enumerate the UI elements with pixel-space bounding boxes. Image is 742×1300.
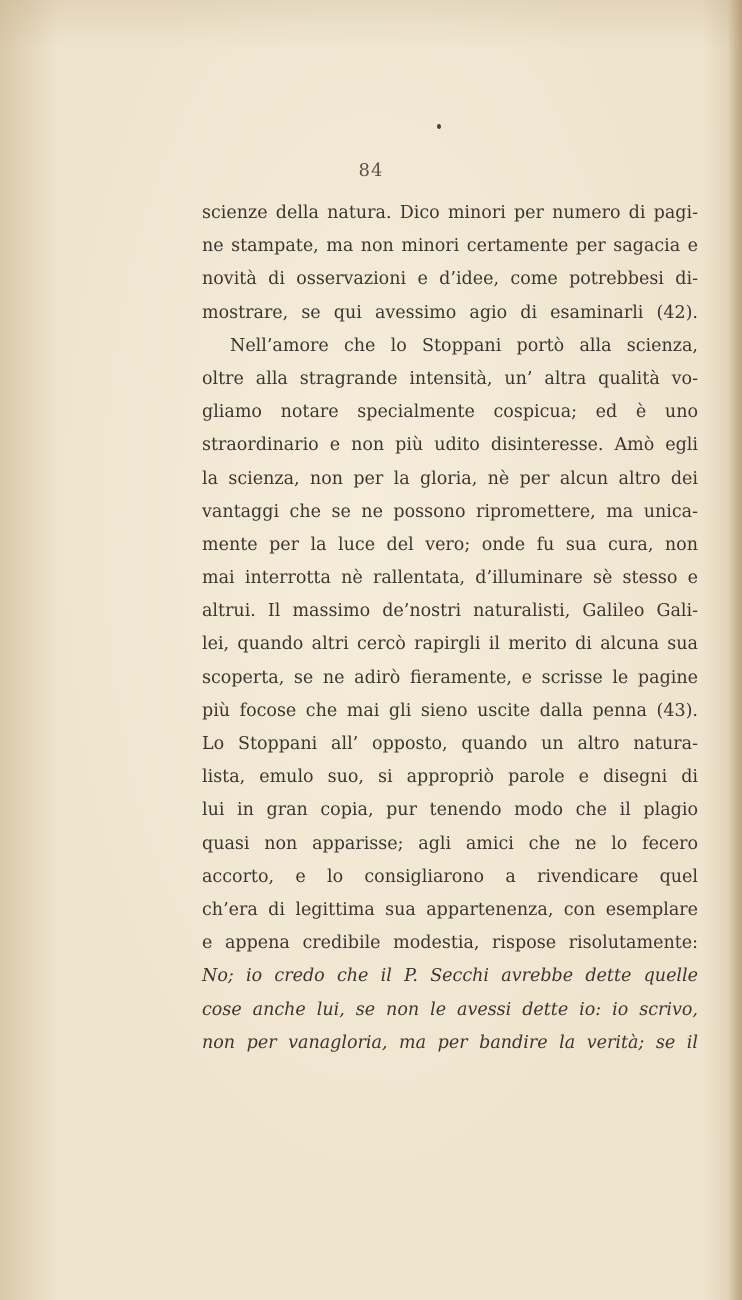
text-line: gliamo notare specialmente cospicua; ed è uno <box>202 402 698 423</box>
page-number: 84 <box>358 160 384 181</box>
text-line: oltre alla stragrande intensità, un’ altra qualità vo- <box>202 368 698 389</box>
text-line: mente per la luce del vero; onde fu sua cura, non <box>202 534 698 555</box>
text-line: scoperta, se ne adirò fieramente, e scrisse le pagine <box>202 667 698 688</box>
text-line-italic: No; io credo che il P. Secchi avrebbe dette quelle <box>202 966 698 987</box>
text-line: Lo Stoppani all’ opposto, quando un altro natura- <box>202 734 698 754</box>
text-line-italic: cose anche lui, se non le avessi dette io: io scrivo, <box>202 999 698 1020</box>
text-line: novità di osservazioni e d’idee, come potrebbesi di- <box>202 269 698 290</box>
text-line: ne stampate, ma non minori certamente per sagacia e <box>202 236 698 257</box>
text-line: vantaggi che se ne possono ripromettere, ma unica- <box>202 501 698 522</box>
text-line: la scienza, non per la gloria, nè per alcun altro dei <box>202 468 698 489</box>
text-line: altrui. Il massimo de’nostri naturalisti, Galileo Gali- <box>202 601 698 622</box>
text-line: e appena credibile modestia, rispose risolutamente: <box>202 933 698 954</box>
text-line: scienze della natura. Dico minori per numero di pagi- <box>202 203 698 223</box>
text-line: ch’era di legittima sua appartenenza, con esemplare <box>202 899 698 920</box>
text-line-italic: non per vanagloria, ma per bandire la verità; se il <box>202 1032 698 1053</box>
text-line: lista, emulo suo, si appropriò parole e disegni di <box>202 767 698 788</box>
text-line: più focose che mai gli sieno uscite dalla penna (43). <box>202 700 698 721</box>
text-line: quasi non apparisse; agli amici che ne lo fecero <box>202 833 698 854</box>
text-line: mai interrotta nè rallentata, d’illuminare sè stesso e <box>202 568 698 589</box>
text-line: accorto, e lo consigliarono a rivendicare quel <box>202 866 698 887</box>
ink-dot <box>437 124 441 129</box>
text-line: mostrare, se qui avessimo agio di esaminarli (42). <box>202 302 698 323</box>
text-line: Nell’amore che lo Stoppani portò alla scienza, <box>230 335 698 356</box>
page-edge-shadow <box>728 0 742 1300</box>
text-line: lei, quando altri cercò rapirgli il merito di alcuna sua <box>202 634 698 655</box>
body-text <box>202 197 698 1060</box>
text-line: straordinario e non più udito disinteresse. Amò egli <box>202 435 698 456</box>
text-line: lui in gran copia, pur tenendo modo che il plagio <box>202 800 698 821</box>
